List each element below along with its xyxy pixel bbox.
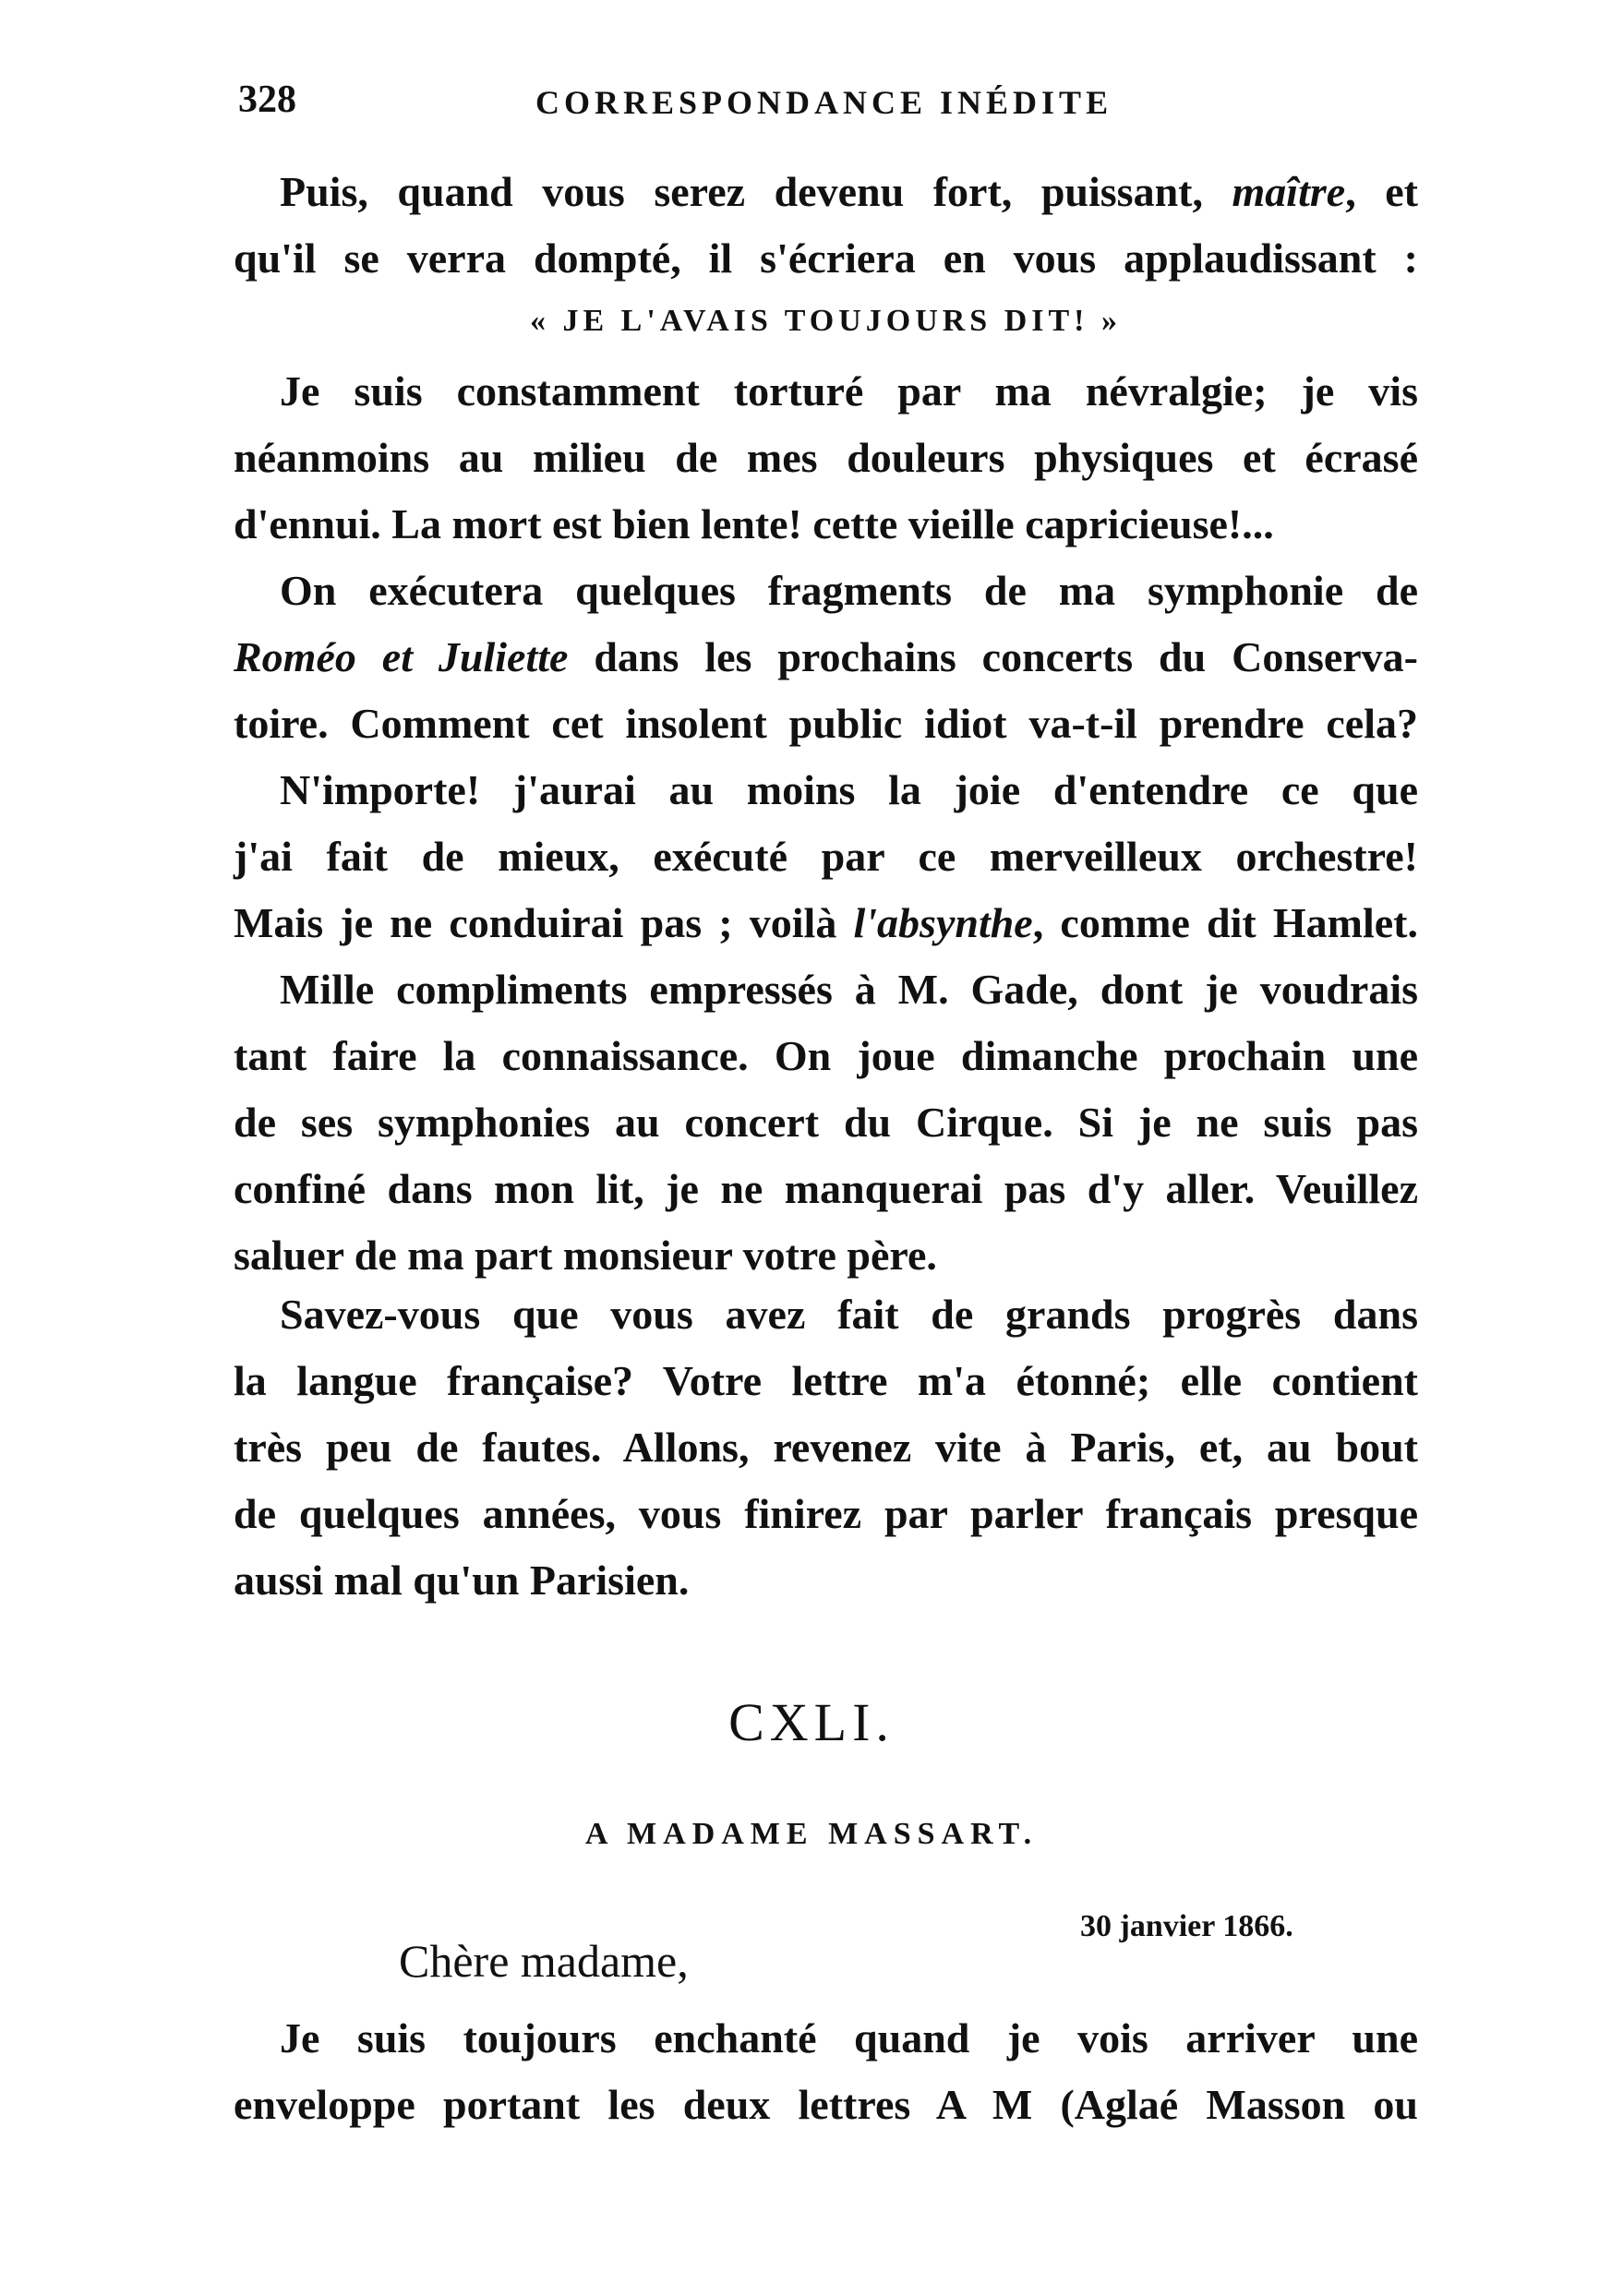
text-segment: très peu de fautes. Allons, revenez vite à Paris, et, au bout	[234, 1424, 1418, 1471]
salutation: Chère madame,	[399, 1935, 689, 1987]
text-line	[234, 231, 1418, 286]
text-line	[234, 1553, 1418, 1608]
italic-text: maître	[1232, 168, 1346, 215]
text-line	[234, 430, 1418, 486]
text-segment: Savez-vous que vous avez fait de grands progrès dans	[280, 1291, 1418, 1338]
text-line	[280, 364, 1418, 419]
text-segment: néanmoins au milieu de mes douleurs physiques et écrasé	[234, 434, 1418, 481]
text-line	[234, 1353, 1418, 1409]
text-line	[234, 1161, 1418, 1217]
text-segment: la langue française? Votre lettre m'a étonné; elle contient	[234, 1357, 1418, 1404]
text-segment: enveloppe portant les deux lettres A M (Aglaé Masson ou	[234, 2081, 1418, 2128]
text-segment: aussi mal qu'un Parisien.	[234, 1557, 690, 1604]
text-line	[234, 2077, 1418, 2133]
text-segment: On exécutera quelques fragments de ma symphonie de	[280, 567, 1418, 614]
text-segment: tant faire la connaissance. On joue dimanche prochain une	[234, 1032, 1418, 1079]
text-line	[234, 1028, 1418, 1084]
text-line	[280, 164, 1418, 220]
text-segment: saluer de ma part monsieur votre père.	[234, 1232, 937, 1279]
chapter-number: CXLI.	[728, 1692, 895, 1752]
text-segment: qu'il se verra dompté, il s'écriera en vous applaudissant :	[234, 234, 1418, 282]
text-segment: , et	[1345, 168, 1418, 215]
text-line	[234, 696, 1418, 751]
text-line	[234, 1420, 1418, 1475]
text-segment: Mais je ne conduirai pas ; voilà	[234, 899, 854, 946]
text-line	[234, 896, 1418, 951]
text-segment: j'ai fait de mieux, exécuté par ce merveilleux orchestre!	[234, 833, 1418, 880]
text-line	[234, 829, 1418, 884]
text-segment: , comme dit Hamlet.	[1032, 899, 1418, 946]
letter-date: 30 janvier 1866.	[1080, 1909, 1293, 1943]
text-segment: Puis, quand vous serez devenu fort, puissant,	[280, 168, 1232, 215]
text-segment: Mille compliments empressés à M. Gade, dont je voudrais	[280, 966, 1418, 1013]
running-title: CORRESPONDANCE INÉDITE	[535, 84, 1113, 121]
text-segment: dans les prochains concerts du Conserva-	[568, 633, 1418, 680]
text-segment: Je suis toujours enchanté quand je vois arriver une	[280, 2014, 1418, 2062]
italic-text: l'absynthe	[853, 899, 1033, 946]
text-segment: toire. Comment cet insolent public idiot va-t-il prendre cela?	[234, 700, 1418, 747]
text-segment: « JE L'AVAIS TOUJOURS DIT! »	[529, 304, 1123, 338]
text-line	[234, 1486, 1418, 1542]
text-segment: d'ennui. La mort est bien lente! cette vieille capricieuse!...	[234, 500, 1274, 547]
text-segment: confiné dans mon lit, je ne manquerai pas d'y aller. Veuillez	[234, 1165, 1418, 1212]
page-number: 328	[238, 78, 296, 121]
text-line	[234, 294, 1418, 349]
text-line	[234, 497, 1418, 552]
text-line	[280, 1287, 1418, 1342]
text-line	[234, 1095, 1418, 1150]
italic-text: Roméo et Juliette	[234, 633, 569, 680]
text-line	[280, 2011, 1418, 2066]
text-segment: Je suis constamment torturé par ma névralgie; je vis	[280, 367, 1418, 415]
text-line	[280, 563, 1418, 619]
letter-recipient: A MADAME MASSART.	[584, 1817, 1039, 1851]
text-segment: N'importe! j'aurai au moins la joie d'entendre ce que	[280, 766, 1418, 813]
text-line	[234, 1228, 1418, 1283]
text-line	[280, 763, 1418, 818]
text-segment: de ses symphonies au concert du Cirque. Si je ne suis pas	[234, 1099, 1418, 1146]
text-segment: de quelques années, vous finirez par parler français presque	[234, 1490, 1418, 1537]
text-line	[234, 630, 1418, 685]
text-line	[280, 962, 1418, 1017]
